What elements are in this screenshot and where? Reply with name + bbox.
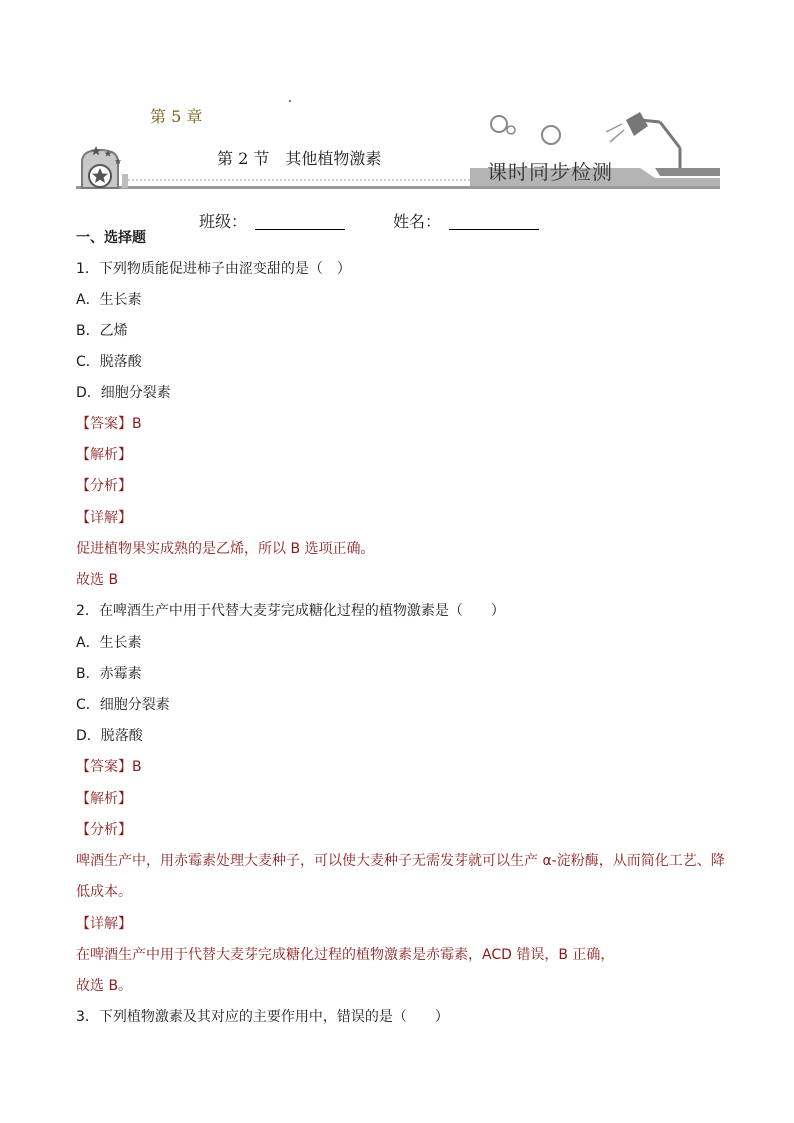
q2-fenxi-text: 啤酒生产中，用赤霉素处理大麦种子，可以使大麦种子无需发芽就可以生产 α-淀粉酶，从而简化工艺、降 [76, 853, 725, 869]
speck [289, 100, 291, 102]
bubble-icon [491, 116, 507, 132]
name-field[interactable] [393, 209, 539, 232]
q2-answer: 【答案】B [76, 759, 142, 775]
q1-analysis-label: 【解析】 [76, 447, 132, 463]
class-field[interactable] [199, 209, 345, 232]
header-decoration [0, 0, 794, 200]
q2-option-d: D．脱落酸 [76, 728, 143, 744]
q2-fenxi-text-cont: 低成本。 [76, 884, 132, 900]
section-title: 第 2 节 其他植物激素 [217, 149, 382, 168]
lamp-ray [610, 130, 624, 142]
bubble-icon [542, 126, 560, 144]
q2-conclusion: 故选 B。 [76, 978, 133, 994]
q1-option-b: B．乙烯 [76, 323, 128, 339]
q2-fenxi-label: 【分析】 [76, 822, 132, 838]
header-stripe [76, 186, 720, 189]
name-label: 姓名： [393, 212, 442, 231]
q2-detail-label: 【详解】 [76, 916, 132, 932]
section-heading: 一、选择题 [76, 230, 146, 246]
banner-title: 课时同步检测 [487, 160, 613, 184]
banner-accent [655, 168, 720, 176]
q2-explanation: 在啤酒生产中用于代替大麦芽完成糖化过程的植物激素是赤霉素，ACD 错误，B 正确， [76, 947, 615, 963]
q1-detail-label: 【详解】 [76, 510, 132, 526]
lamp-arm [660, 122, 680, 148]
q2-option-b: B．赤霉素 [76, 666, 142, 682]
q3-stem: 3．下列植物激素及其对应的主要作用中，错误的是（ ） [76, 1009, 449, 1025]
q2-stem: 2．在啤酒生产中用于代替大麦芽完成糖化过程的植物激素是（ ） [76, 603, 505, 619]
q1-option-c: C．脱落酸 [76, 354, 142, 370]
lamp-head-icon [626, 112, 648, 136]
q1-explanation: 促进植物果实成熟的是乙烯，所以 B 选项正确。 [76, 541, 375, 557]
badge-post [122, 174, 128, 188]
q1-answer: 【答案】B [76, 416, 142, 432]
q1-option-a: A．生长素 [76, 292, 142, 308]
q1-fenxi-label: 【分析】 [76, 478, 132, 494]
class-blank[interactable] [255, 213, 345, 230]
lamp-ray [606, 124, 622, 132]
q1-option-d: D．细胞分裂素 [76, 385, 171, 401]
q1-conclusion: 故选 B [76, 572, 119, 588]
q2-analysis-label: 【解析】 [76, 791, 132, 807]
q2-option-c: C．细胞分裂素 [76, 697, 170, 713]
q1-stem: 1．下列物质能促进柿子由涩变甜的是（ ） [76, 261, 351, 277]
name-blank[interactable] [449, 213, 539, 230]
chapter-label: 第 5 章 [150, 107, 203, 126]
q2-option-a: A．生长素 [76, 635, 142, 651]
class-label: 班级： [199, 212, 248, 231]
bubble-icon [507, 126, 515, 134]
